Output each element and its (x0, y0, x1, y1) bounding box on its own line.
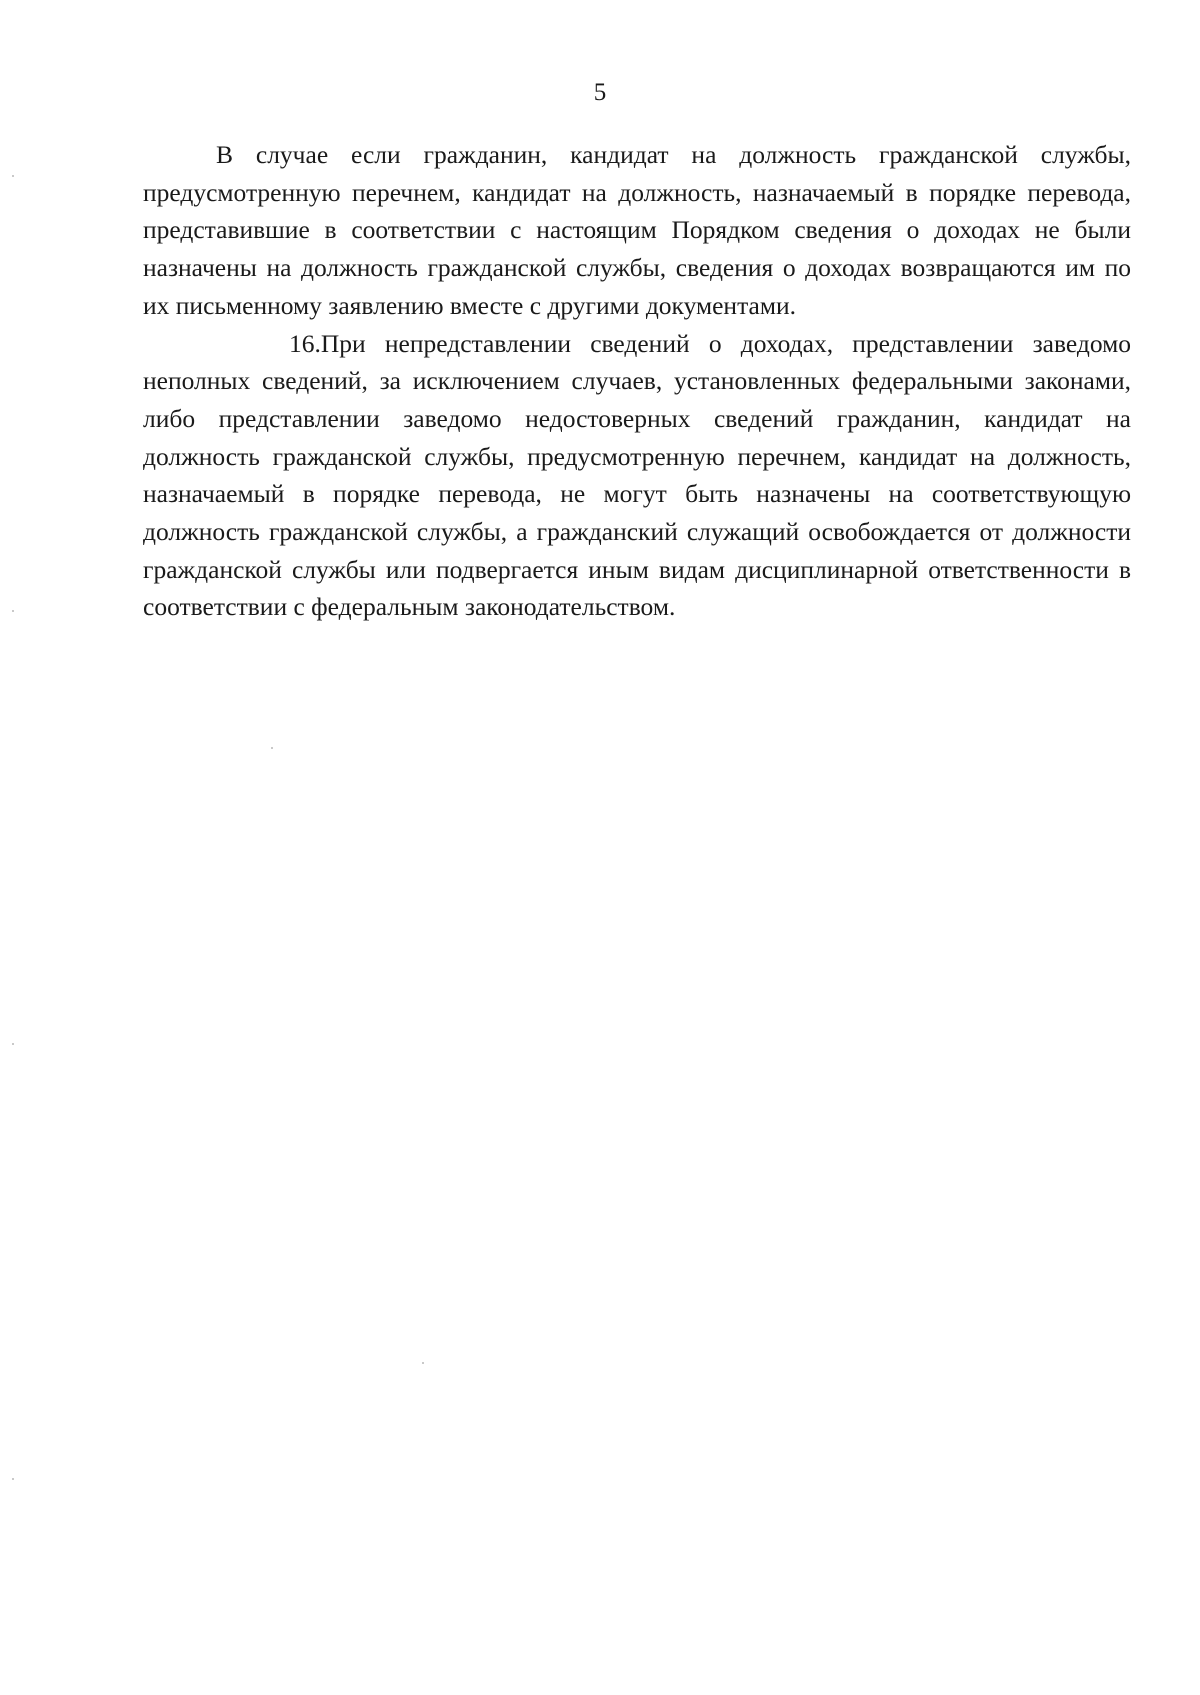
page-number: 5 (593, 79, 607, 106)
paragraph-number: 16. (289, 328, 321, 358)
paragraph-text: При непредставлении сведений о доходах, представлении заведомо неполных сведений, за исключением случаев, установленных федеральными законами, либо представлении заведомо недостоверных сведений гражданин, кандидат на должность гражданской службы, предусмотренную перечнем, кандидат на должность, назначаемый в порядке перевода, не могут быть назначены на соответствующую должность гражданской службы, а гражданский служащий освобождается от должности гражданской службы или подвергается иным видам дисциплинарной ответственности в соответствии с федеральным законодательством. (143, 328, 1131, 622)
scan-artifact-dot (422, 1362, 424, 1364)
document-body (143, 136, 1131, 626)
scan-artifact-dot (12, 610, 14, 612)
scan-artifact-dot (12, 1043, 14, 1045)
paragraph-text: В случае если гражданин, кандидат на должность гражданской службы, предусмотренную перечнем, кандидат на должность, назначаемый в порядке перевода, представившие в соответствии с настоящим Порядком сведения о доходах не были назначены на должность гражданской службы, сведения о доходах возвращаются им по их письменному заявлению вместе с другими документами. (143, 140, 1131, 320)
paragraph-return-of-income-info (143, 136, 1131, 325)
scan-artifact-dot (12, 175, 14, 177)
scan-artifact-dot (271, 747, 273, 749)
paragraph-16-nondisclosure-consequences (143, 325, 1131, 627)
scan-artifact-dot (12, 1478, 14, 1480)
